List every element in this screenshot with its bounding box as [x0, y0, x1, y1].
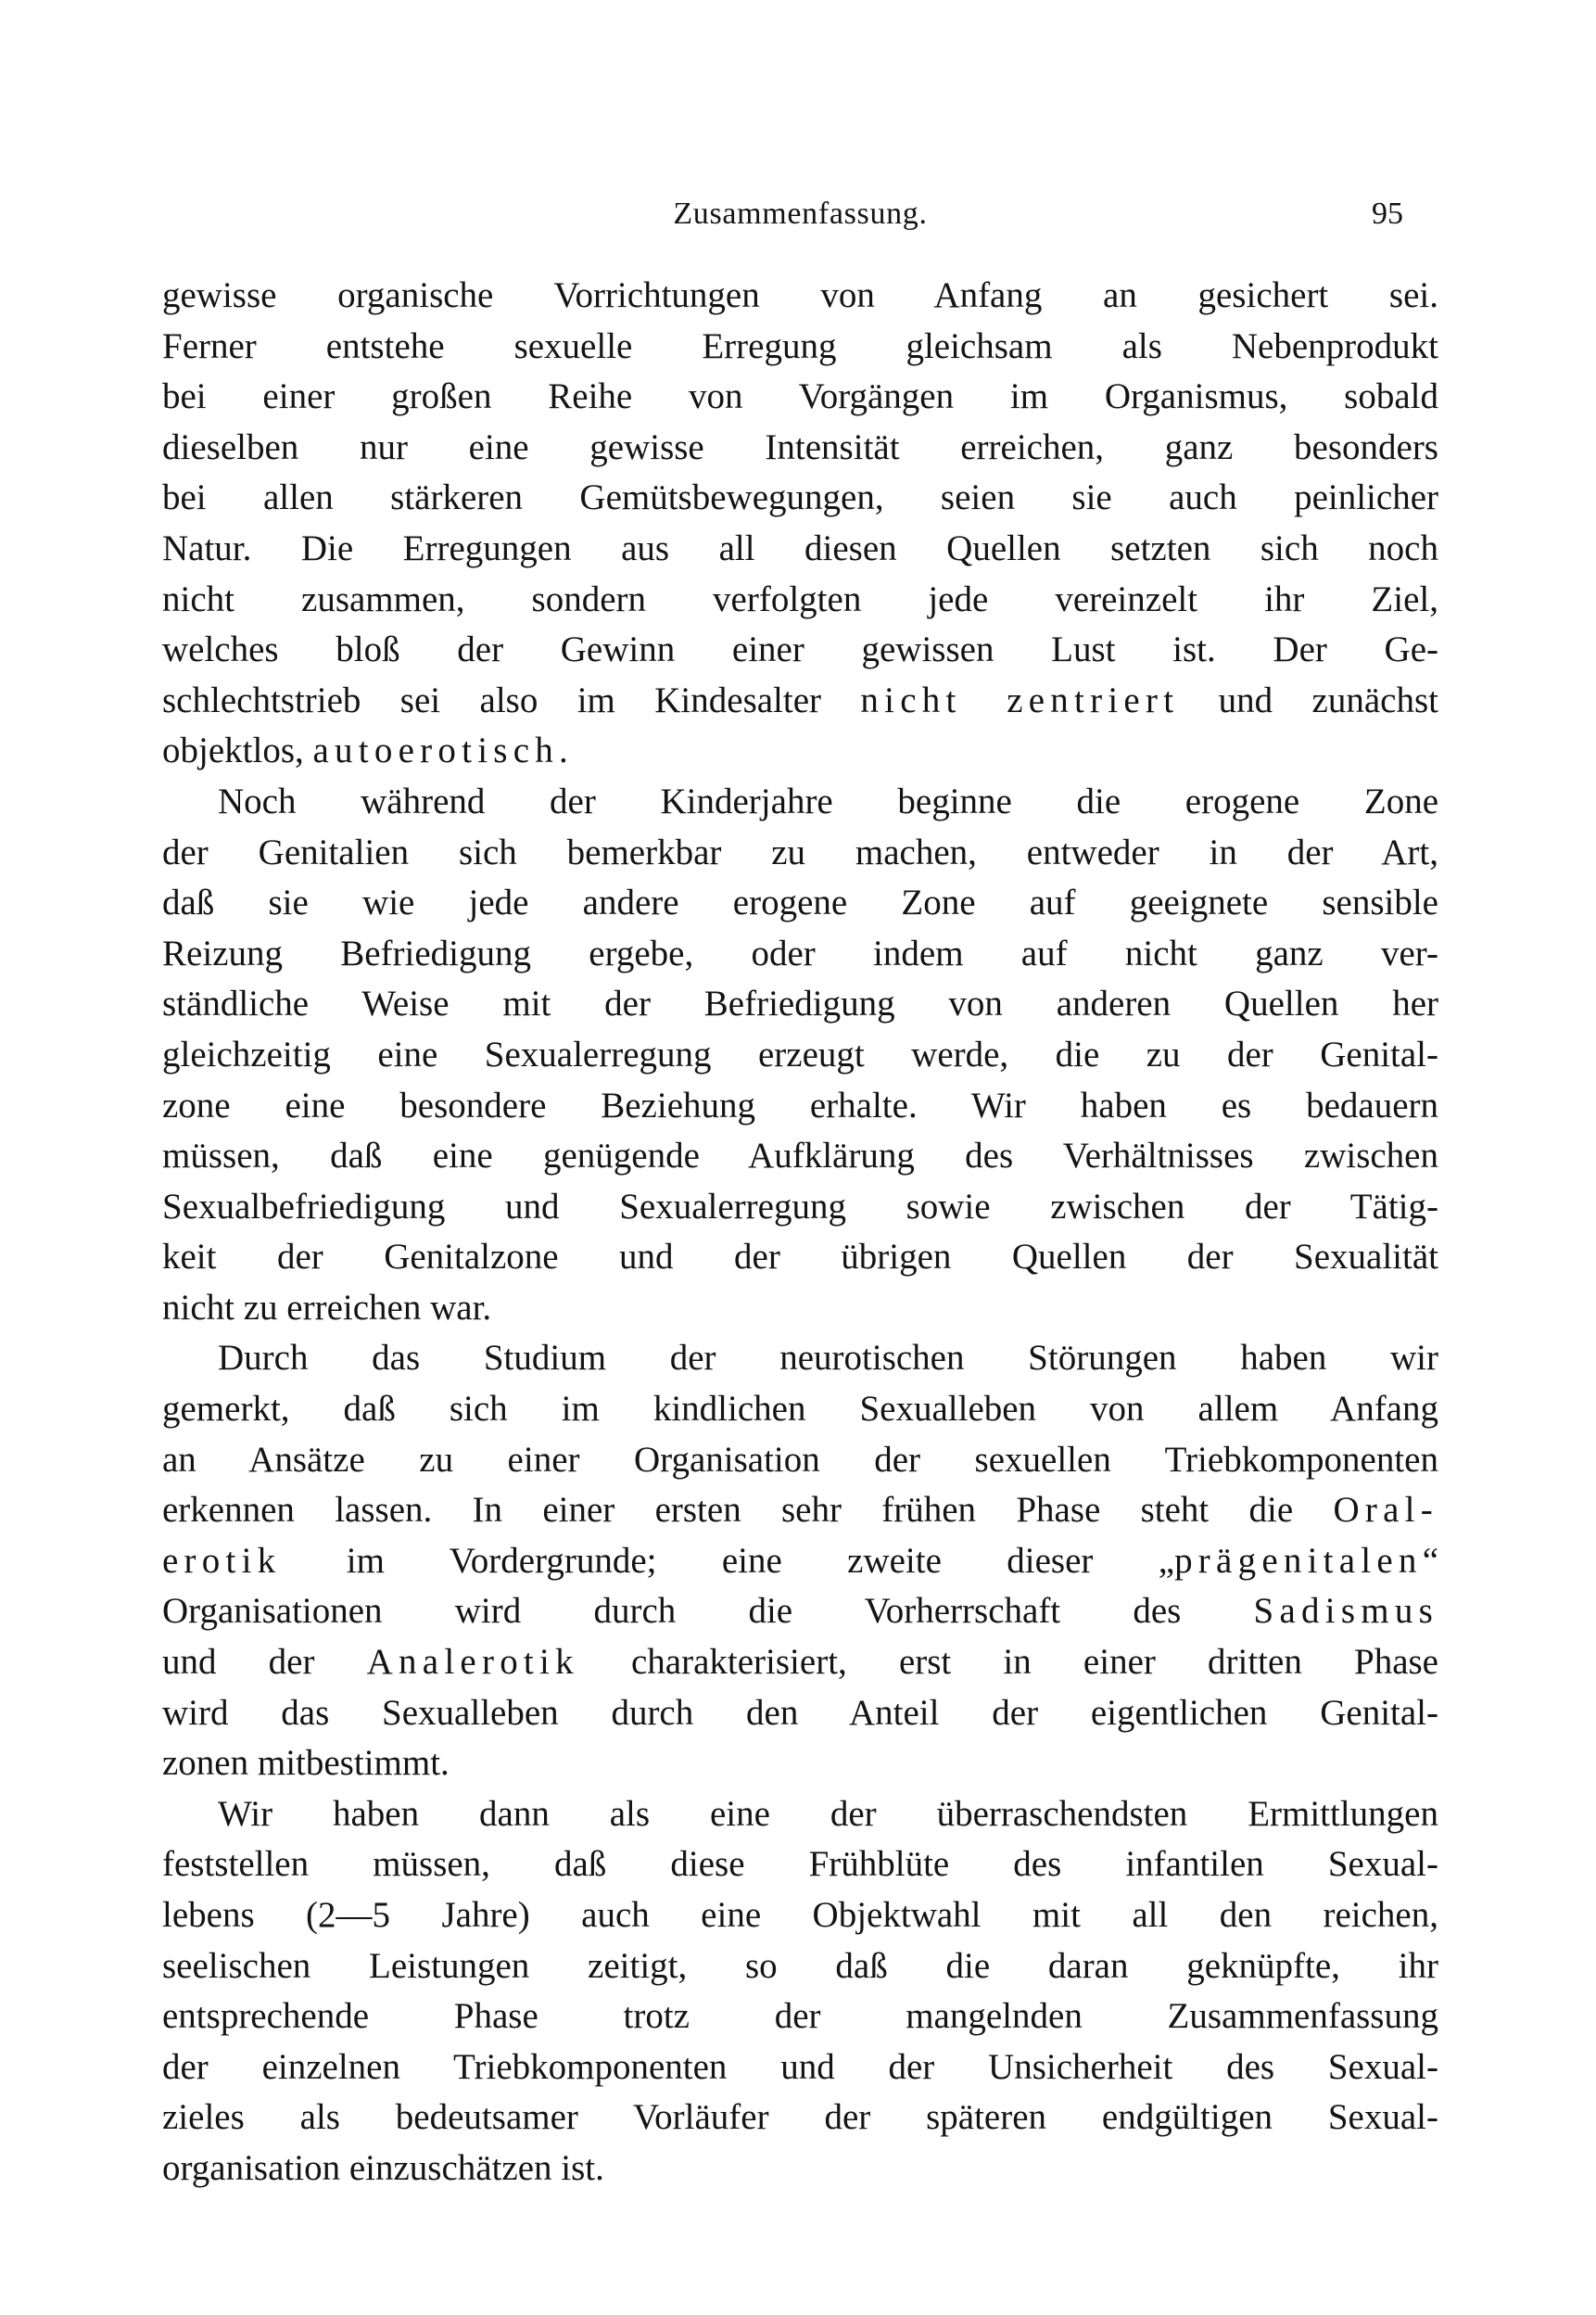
text-segment: im Vordergrunde; eine zweite dieser „	[281, 1540, 1175, 1581]
text-line	[162, 1232, 1438, 1283]
text-line	[162, 1536, 1438, 1587]
text-line	[162, 1182, 1438, 1233]
text-line	[162, 625, 1438, 676]
emphasized-text-segment: autoerotisch.	[312, 731, 574, 771]
text-line	[162, 1485, 1438, 1536]
text-segment: keit der Genitalzone und der übrigen Quellen der Sexualität	[162, 1237, 1438, 1278]
text-segment: zieles als bedeutsamer Vorläufer der späteren endgültigen Sexual-	[162, 2097, 1438, 2138]
text-line	[162, 271, 1438, 322]
text-segment: objektlos,	[162, 731, 313, 771]
text-line	[162, 1081, 1438, 1132]
text-line	[162, 322, 1438, 373]
emphasized-text-segment: Analerotik	[366, 1642, 579, 1683]
text-segment: welches bloß der Gewinn einer gewissen Lust ist. Der Ge-	[162, 630, 1438, 670]
text-segment: zonen mitbestimmt.	[162, 1743, 450, 1784]
text-segment: nicht zu erreichen war.	[162, 1287, 492, 1328]
text-segment: Wir haben dann als eine der überraschendsten Ermittlungen	[218, 1793, 1438, 1834]
text-line	[162, 1738, 1438, 1789]
text-segment: und zunächst	[1179, 680, 1438, 720]
text-line	[162, 1435, 1438, 1486]
text-segment: daß sie wie jede andere erogene Zone auf geeignete sensible	[162, 883, 1438, 923]
emphasized-text-segment: Sadismus	[1253, 1591, 1438, 1632]
text-line	[162, 1384, 1438, 1435]
text-segment: gleichzeitig eine Sexualerregung erzeugt werde, die zu der Genital-	[162, 1034, 1438, 1075]
text-segment: Noch während der Kinderjahre beginne die erogene Zone	[218, 781, 1438, 821]
text-line	[162, 1637, 1438, 1688]
text-segment: Durch das Studium der neurotischen Störungen haben wir	[218, 1338, 1438, 1379]
text-segment: schlechtstrieb sei also im Kindesalter	[162, 680, 861, 720]
text-line	[162, 1030, 1438, 1081]
text-segment: nicht zusammen, sondern verfolgten jede vereinzelt ihr Ziel,	[162, 579, 1438, 619]
emphasized-text-segment: nicht zentriert	[860, 680, 1180, 720]
text-line	[162, 1991, 1438, 2042]
text-segment: bei allen stärkeren Gemütsbewegungen, seien sie auch peinlicher	[162, 477, 1438, 518]
text-line	[162, 1839, 1438, 1890]
text-line	[162, 524, 1438, 575]
text-line	[162, 1333, 1438, 1384]
text-segment: feststellen müssen, daß diese Frühblüte des infantilen Sexual-	[162, 1844, 1438, 1885]
text-line	[162, 1131, 1438, 1182]
text-line	[162, 979, 1438, 1030]
body-text	[162, 271, 1438, 2194]
text-line	[162, 1586, 1438, 1637]
text-line	[162, 878, 1438, 929]
text-segment: Sexualbefriedigung und Sexualerregung sowie zwischen der Tätig-	[162, 1186, 1438, 1227]
text-segment: wird das Sexualleben durch den Anteil der eigentlichen Genital-	[162, 1692, 1438, 1733]
text-segment: der Genitalien sich bemerkbar zu machen, entweder in der Art,	[162, 832, 1438, 872]
emphasized-text-segment: Oral-	[1333, 1490, 1438, 1531]
text-segment: Ferner entstehe sexuelle Erregung gleichsam als Nebenprodukt	[162, 325, 1438, 366]
text-line	[162, 929, 1438, 980]
text-segment: lebens (2—5 Jahre) auch eine Objektwahl mit all den reichen,	[162, 1895, 1438, 1935]
text-line	[162, 1941, 1438, 1992]
text-segment: der einzelnen Triebkomponenten und der Unsicherheit des Sexual-	[162, 2046, 1438, 2087]
text-segment: organisation einzuschätzen ist.	[162, 2147, 604, 2188]
text-segment: erkennen lassen. In einer ersten sehr frühen Phase steht die	[162, 1490, 1334, 1531]
running-title: Zusammenfassung.	[673, 197, 928, 231]
emphasized-text-segment: prägenitalen	[1174, 1540, 1423, 1581]
text-segment: “	[1422, 1540, 1438, 1581]
text-line	[162, 423, 1438, 474]
text-segment: Organisationen wird durch die Vorherrschaft des	[162, 1591, 1254, 1632]
emphasized-text-segment: erotik	[162, 1540, 282, 1581]
text-line	[162, 726, 1438, 777]
text-segment: entsprechende Phase trotz der mangelnden Zusammenfassung	[162, 1996, 1438, 2037]
text-segment: müssen, daß eine genügende Aufklärung des Verhältnisses zwischen	[162, 1136, 1438, 1177]
text-line	[162, 2042, 1438, 2093]
text-segment: gemerkt, daß sich im kindlichen Sexualleben von allem Anfang	[162, 1389, 1438, 1430]
text-line	[162, 828, 1438, 879]
text-segment: und der	[162, 1642, 367, 1683]
text-line	[162, 372, 1438, 423]
text-line	[162, 473, 1438, 524]
text-segment: ständliche Weise mit der Befriedigung von anderen Quellen her	[162, 984, 1438, 1024]
text-segment: gewisse organische Vorrichtungen von Anfang an gesichert sei.	[162, 275, 1438, 315]
text-segment: dieselben nur eine gewisse Intensität erreichen, ganz besonders	[162, 426, 1438, 467]
text-line	[162, 1890, 1438, 1941]
page-header	[162, 193, 1438, 235]
text-line	[162, 1789, 1438, 1840]
text-segment: an Ansätze zu einer Organisation der sexuellen Triebkomponenten	[162, 1439, 1438, 1480]
text-line	[162, 676, 1438, 727]
page-number: 95	[1372, 197, 1403, 231]
text-segment: seelischen Leistungen zeitigt, so daß die daran geknüpfte, ihr	[162, 1945, 1438, 1986]
text-segment: zone eine besondere Beziehung erhalte. Wir haben es bedauern	[162, 1085, 1438, 1126]
text-segment: Reizung Befriedigung ergebe, oder indem auf nicht ganz ver-	[162, 933, 1438, 973]
text-line	[162, 777, 1438, 828]
text-line	[162, 1688, 1438, 1739]
text-segment: Natur. Die Erregungen aus all diesen Quellen setzten sich noch	[162, 528, 1438, 568]
text-line	[162, 575, 1438, 626]
text-line	[162, 2092, 1438, 2143]
text-segment: charakterisiert, erst in einer dritten Phase	[578, 1642, 1438, 1683]
text-line	[162, 1283, 1438, 1334]
text-line	[162, 2143, 1438, 2194]
text-segment: bei einer großen Reihe von Vorgängen im Organismus, sobald	[162, 376, 1438, 417]
